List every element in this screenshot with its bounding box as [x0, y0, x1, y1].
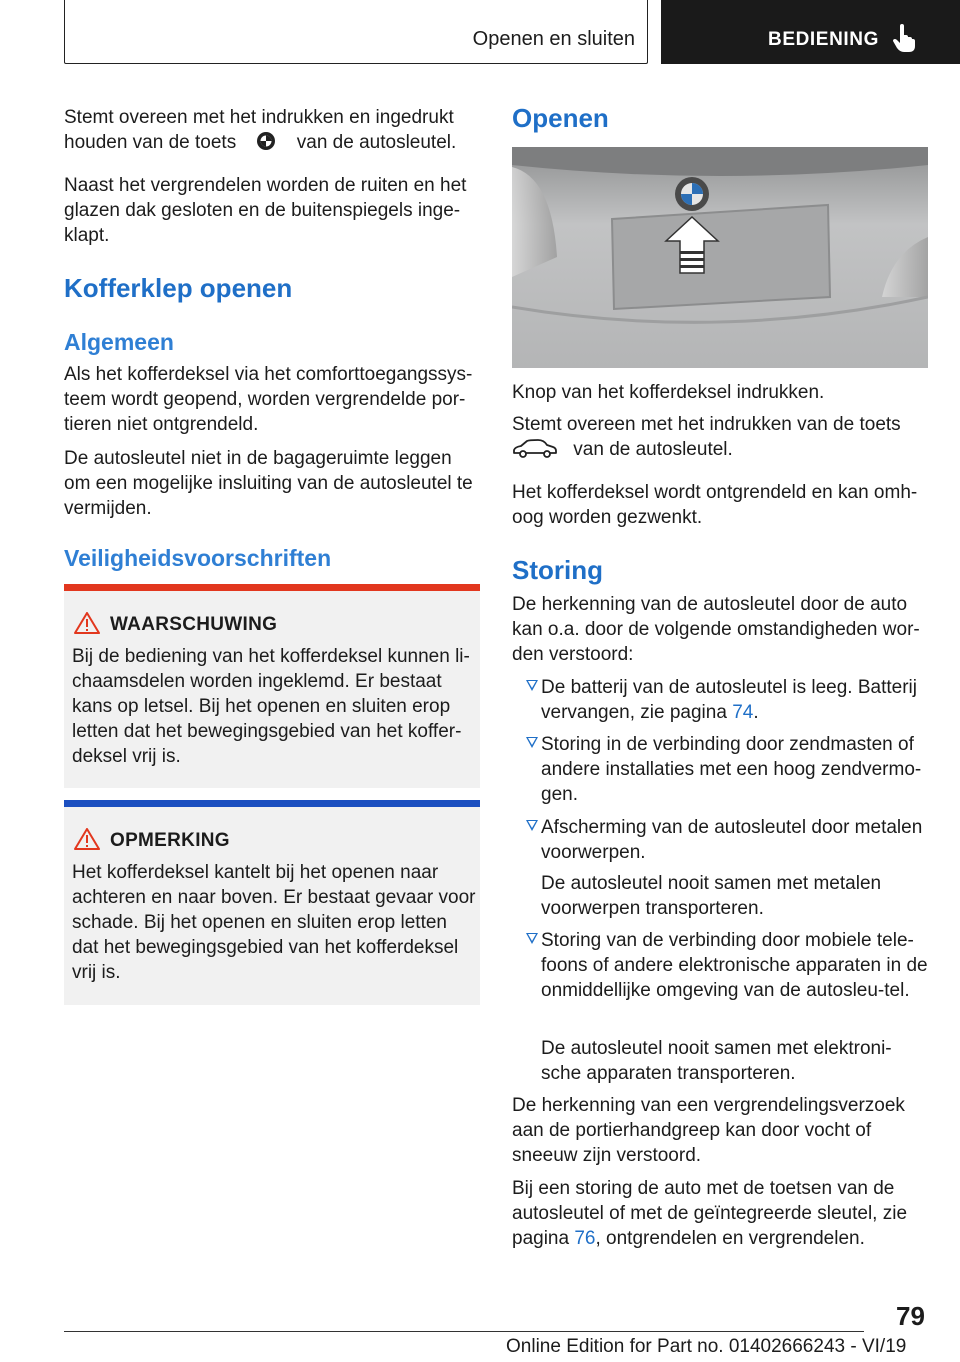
bmw-logo-key-icon — [255, 131, 277, 151]
note-bar — [64, 800, 480, 807]
triangle-bullet-icon — [526, 680, 538, 691]
openen-paragraph-2: Het kofferdeksel wordt ontgrendeld en kan omh-oog worden gezwenkt. — [512, 482, 918, 528]
intro-paragraph-2: Naast het vergrendelen worden de ruiten en het glazen dak gesloten en de buitenspiegels inge-klapt. — [64, 175, 467, 246]
header-chapter-tab — [661, 0, 960, 64]
algemeen-paragraph-1: Als het kofferdeksel via het comforttoegangssys-teem wordt geopend, worden vergrendelde por-tieren niet ontgrendeld. — [64, 364, 473, 435]
warning-bar — [64, 584, 480, 591]
heading-openen: Openen — [512, 103, 609, 133]
page-link-76[interactable]: 76 — [574, 1228, 596, 1249]
intro-line-2: houden van de toets van de autosleutel. — [64, 132, 457, 153]
openen-paragraph-1: Stemt overeen met het indrukken van de toets van de autosleutel. — [512, 414, 901, 460]
storing-intro: De herkenning van de autosleutel door de auto kan o.a. door de volgende omstandigheden wor-den verstoord: — [512, 594, 920, 665]
chapter-title: BEDIENING — [768, 29, 879, 50]
algemeen-paragraph-2: De autosleutel niet in de bagageruimte leggen om een mogelijke insluiting van de autosleutel te vermijden. — [64, 448, 473, 519]
note-title: OPMERKING — [110, 830, 230, 851]
warning-triangle-icon — [74, 612, 100, 634]
triangle-bullet-icon — [526, 933, 538, 944]
warning-body: Bij de bediening van het kofferdeksel kunnen li-chaamsdelen worden ingeklemd. Er bestaat kans op letsel. Bij het openen en sluiten erop letten dat het bewegingsgebied van het koffer-deksel vrij is. — [72, 646, 470, 767]
section-title: Openen en sluiten — [472, 28, 635, 50]
warning-title: WAARSCHUWING — [110, 614, 278, 635]
footer-edition: Online Edition for Part no. 01402666243 - VI/19 — [506, 1336, 907, 1357]
heading-storing: Storing — [512, 555, 603, 585]
list-item-note: De autosleutel nooit samen met elektroni-sche apparaten transporteren. — [541, 1038, 892, 1084]
list-item-note: De autosleutel nooit samen met metalen voorwerpen transporteren. — [541, 873, 882, 919]
triangle-bullet-icon — [526, 737, 538, 748]
intro-line-1: Stemt overeen met het indrukken en ingedrukt — [64, 107, 454, 128]
warning-box — [64, 584, 480, 788]
note-triangle-icon — [74, 828, 100, 850]
trunk-button-photo — [512, 147, 928, 368]
outro-paragraph-1: De herkenning van een vergrendelingsverzoek aan de portierhandgreep kan door vocht of sneeuw zijn verstoord. — [512, 1095, 905, 1166]
photo-caption: Knop van het kofferdeksel indrukken. — [512, 382, 825, 403]
note-body: Het kofferdeksel kantelt bij het openen naar achteren en naar boven. Er bestaat gevaar voor schade. Bij het openen en sluiten erop letten dat het bewegingsgebied van het kofferdeksel vrij is. — [72, 862, 476, 983]
header-section-tab — [64, 0, 648, 64]
heading-veiligheidsvoorschriften: Veiligheidsvoorschriften — [64, 545, 332, 571]
outro-paragraph-2: Bij een storing de auto met de toetsen van de autosleutel of met de geïntegreerde sleutel, zie pagina 76, ontgrendelen en vergrendelen. — [512, 1178, 908, 1249]
heading-kofferklep-openen: Kofferklep openen — [64, 273, 293, 303]
triangle-bullet-icon — [526, 820, 538, 831]
footer-divider — [64, 1331, 864, 1332]
car-trunk-key-icon — [512, 439, 558, 459]
note-box — [64, 800, 480, 1005]
intro-paragraph-1 — [64, 105, 484, 155]
heading-algemeen: Algemeen — [64, 329, 174, 355]
page-number: 79 — [896, 1301, 925, 1331]
trunk-illustration — [512, 147, 928, 368]
hand-pointer-icon — [893, 24, 915, 52]
page-link-74[interactable]: 74 — [732, 702, 754, 723]
